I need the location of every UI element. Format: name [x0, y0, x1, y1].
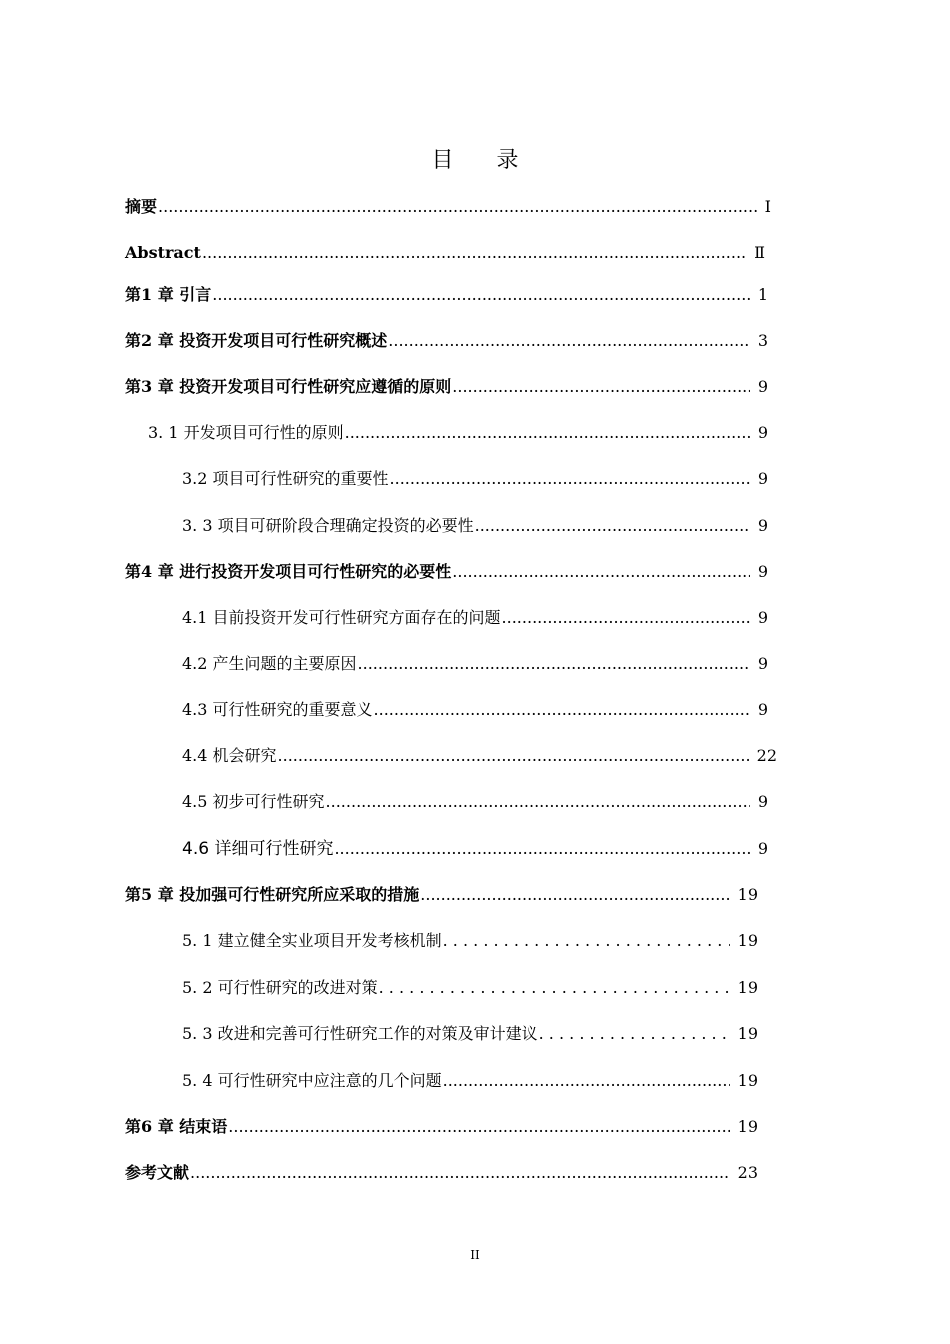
toc-entry-label: 4.5 初步可行性研究	[182, 792, 325, 811]
toc-entry-section-4-2[interactable]	[182, 652, 768, 676]
toc-entry-label: Abstract	[125, 243, 201, 262]
toc-title: 目 录	[431, 148, 537, 173]
toc-entry-page: 19	[737, 931, 758, 950]
toc-entry-label: 4.3 可行性研究的重要意义	[182, 700, 373, 719]
toc-entry-section-5-4[interactable]	[182, 1069, 758, 1093]
dot-leader	[334, 837, 749, 861]
toc-entry-label: 3. 1 开发项目可行性的原则	[148, 423, 344, 442]
toc-entry-label: 4.4 机会研究	[182, 746, 277, 765]
toc-entry-label: 3.2 项目可行性研究的重要性	[182, 469, 389, 488]
toc-entry-page: 9	[757, 792, 768, 811]
toc-entry-abstract-cn[interactable]	[125, 195, 771, 219]
toc-entry-references[interactable]	[125, 1161, 758, 1185]
dot-leader	[443, 1069, 730, 1093]
toc-entry-page: 9	[757, 516, 768, 535]
toc-entry-section-3-3[interactable]	[182, 514, 768, 538]
toc-entry-label: 第1 章 引言	[125, 285, 212, 304]
dot-leader	[388, 329, 750, 353]
dot-leader	[278, 744, 749, 768]
toc-entry-chapter-1[interactable]	[125, 283, 768, 307]
toc-entry-chapter-2[interactable]	[125, 329, 768, 353]
dot-leader	[452, 560, 750, 584]
dot-leader	[502, 606, 750, 630]
toc-entry-section-3-2[interactable]	[182, 467, 768, 491]
toc-entry-label: 4.6 详细可行性研究	[182, 839, 334, 859]
dot-leader	[358, 652, 750, 676]
toc-entry-section-5-3[interactable]	[182, 1022, 758, 1046]
toc-entry-label: 摘要	[125, 197, 158, 216]
toc-entry-abstract-en[interactable]	[125, 241, 765, 265]
dot-leader	[475, 514, 750, 538]
dot-leader	[202, 241, 746, 265]
toc-entry-page: 9	[757, 423, 768, 442]
page-number-footer: II	[470, 1248, 480, 1262]
toc-entry-page: 9	[757, 654, 768, 673]
toc-entry-page: Ⅰ	[764, 197, 771, 216]
toc-entry-page: 9	[757, 839, 768, 858]
toc-entry-label: 5. 3 改进和完善可行性研究工作的对策及审计建议	[182, 1024, 538, 1043]
dot-leader	[420, 883, 729, 907]
toc-entry-page: 19	[737, 1024, 758, 1043]
toc-entry-page: Ⅱ	[754, 243, 765, 262]
toc-entry-section-4-3[interactable]	[182, 698, 768, 722]
toc-entry-page: 23	[737, 1163, 758, 1182]
toc-entry-section-5-2[interactable]	[182, 976, 758, 1000]
toc-entry-label: 第6 章 结束语	[125, 1117, 228, 1136]
toc-entry-label: 5. 1 建立健全实业项目开发考核机制	[182, 931, 442, 950]
toc-entry-section-5-1[interactable]	[182, 929, 758, 953]
toc-entry-label: 4.2 产生问题的主要原因	[182, 654, 357, 673]
dot-leader	[374, 698, 750, 722]
toc-entry-page: 22	[756, 746, 777, 765]
toc-entry-label: 4.1 目前投资开发可行性研究方面存在的问题	[182, 608, 501, 627]
toc-entry-page: 19	[737, 885, 758, 904]
toc-entry-page: 9	[757, 469, 768, 488]
toc-entry-label: 5. 2 可行性研究的改进对策	[182, 978, 378, 997]
dot-leader	[390, 467, 750, 491]
toc-entry-page: 9	[757, 377, 768, 396]
toc-entry-label: 参考文献	[125, 1163, 190, 1182]
dot-leader	[228, 1115, 729, 1139]
toc-entry-label: 第3 章 投资开发项目可行性研究应遵循的原则	[125, 377, 452, 396]
dot-leader	[158, 195, 757, 219]
dot-leader	[539, 1022, 730, 1046]
toc-entry-chapter-5[interactable]	[125, 883, 758, 907]
dot-leader	[326, 790, 750, 814]
dot-leader	[443, 929, 730, 953]
toc-entry-page: 9	[757, 700, 768, 719]
toc-entry-section-4-5[interactable]	[182, 790, 768, 814]
toc-entry-section-4-6[interactable]	[182, 837, 768, 861]
dot-leader	[379, 976, 730, 1000]
toc-entry-label: 第4 章 进行投资开发项目可行性研究的必要性	[125, 562, 452, 581]
toc-entry-page: 19	[737, 1071, 758, 1090]
toc-entry-chapter-4[interactable]	[125, 560, 768, 584]
toc-entry-page: 9	[757, 562, 768, 581]
toc-entry-section-4-4[interactable]	[182, 744, 777, 768]
dot-leader	[452, 375, 750, 399]
toc-entry-page: 19	[737, 1117, 758, 1136]
dot-leader	[345, 421, 750, 445]
toc-entry-chapter-6[interactable]	[125, 1115, 758, 1139]
toc-entry-page: 9	[757, 608, 768, 627]
toc-entry-label: 3. 3 项目可研阶段合理确定投资的必要性	[182, 516, 474, 535]
toc-entry-section-4-1[interactable]	[182, 606, 768, 630]
toc-entry-label: 5. 4 可行性研究中应注意的几个问题	[182, 1071, 442, 1090]
toc-entry-section-3-1[interactable]	[148, 421, 768, 445]
toc-entry-page: 1	[757, 285, 768, 304]
toc-entry-page: 3	[757, 331, 768, 350]
toc-entry-chapter-3[interactable]	[125, 375, 768, 399]
dot-leader	[212, 283, 750, 307]
dot-leader	[190, 1161, 730, 1185]
toc-entry-label: 第2 章 投资开发项目可行性研究概述	[125, 331, 388, 350]
toc-entry-label: 第5 章 投加强可行性研究所应采取的措施	[125, 885, 420, 904]
toc-entry-page: 19	[737, 978, 758, 997]
